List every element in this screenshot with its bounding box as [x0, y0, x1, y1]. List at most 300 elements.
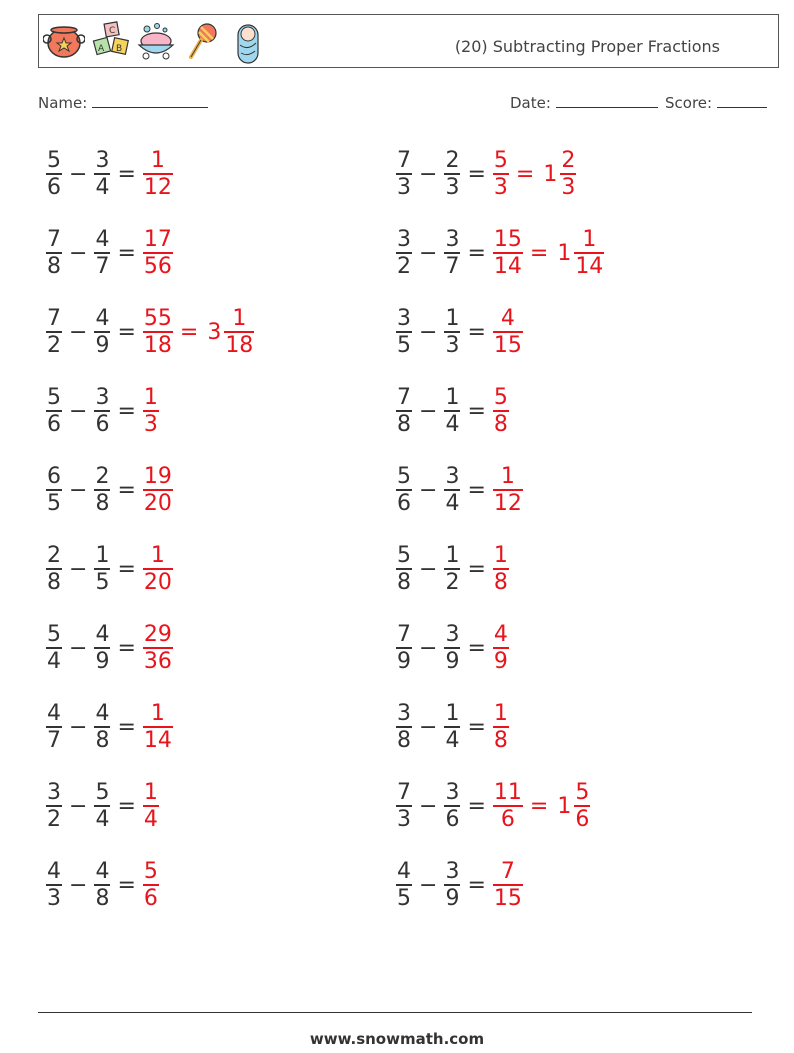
equals-sign: = — [467, 477, 486, 503]
score-blank — [717, 94, 767, 108]
numerator: 5 — [47, 385, 61, 410]
denominator: 8 — [493, 412, 508, 437]
minus-sign: − — [419, 161, 438, 187]
minus-sign: − — [69, 398, 88, 424]
minus-sign: − — [69, 793, 88, 819]
denominator: 18 — [143, 333, 172, 358]
minus-sign: − — [69, 714, 88, 740]
bath-tub-icon — [135, 21, 177, 61]
minus-sign: − — [419, 240, 438, 266]
denominator: 9 — [445, 886, 460, 911]
numerator: 1 — [150, 148, 165, 173]
subtrahend-fraction — [94, 543, 110, 595]
equals-sign: = — [515, 161, 535, 187]
answer — [141, 701, 175, 753]
footer-divider — [38, 1012, 752, 1013]
numerator: 4 — [95, 859, 110, 884]
minuend-fraction — [46, 859, 62, 911]
subtrahend-fraction — [94, 622, 110, 674]
minuend-fraction — [396, 227, 412, 279]
denominator: 9 — [493, 649, 508, 674]
denominator: 4 — [95, 807, 110, 832]
numerator: 3 — [445, 227, 460, 252]
numerator: 5 — [493, 385, 508, 410]
subtrahend-fraction — [444, 780, 460, 832]
denominator: 7 — [47, 728, 61, 753]
numerator: 4 — [95, 701, 110, 726]
numerator: 1 — [445, 306, 460, 331]
numerator: 5 — [95, 780, 110, 805]
answer-fraction — [493, 148, 509, 200]
numerator: 4 — [500, 306, 515, 331]
denominator: 7 — [445, 254, 460, 279]
problem-item — [394, 855, 525, 915]
numerator: 19 — [143, 464, 172, 489]
numerator: 1 — [150, 543, 165, 568]
equals-sign: = — [117, 793, 136, 819]
equals-sign: = — [529, 793, 549, 819]
denominator: 2 — [47, 807, 61, 832]
subtrahend-fraction — [94, 306, 110, 358]
subtrahend-fraction — [94, 780, 110, 832]
equals-sign: = — [117, 477, 136, 503]
denominator: 20 — [143, 491, 172, 516]
answer — [141, 306, 256, 358]
answer-fraction — [143, 701, 173, 753]
denominator: 9 — [445, 649, 460, 674]
numerator: 2 — [445, 148, 460, 173]
denominator: 3 — [445, 175, 460, 200]
denominator: 20 — [143, 570, 172, 595]
numerator: 55 — [143, 306, 172, 331]
minus-sign: − — [419, 714, 438, 740]
minus-sign: − — [69, 477, 88, 503]
denominator: 56 — [143, 254, 172, 279]
minuend-fraction — [396, 464, 412, 516]
answer-fraction — [493, 543, 509, 595]
answer — [141, 227, 175, 279]
minus-sign: − — [69, 635, 88, 661]
numerator: 3 — [445, 464, 460, 489]
score-field[interactable] — [665, 94, 767, 112]
numerator: 1 — [493, 701, 508, 726]
equals-sign: = — [179, 319, 199, 345]
numerator: 4 — [47, 859, 61, 884]
denominator: 3 — [397, 807, 411, 832]
equals-sign: = — [117, 319, 136, 345]
denominator: 9 — [95, 649, 110, 674]
svg-text:B: B — [116, 44, 123, 54]
answer-fraction — [493, 622, 509, 674]
problem-item — [44, 776, 161, 836]
answer-fraction — [493, 385, 509, 437]
minus-sign: − — [419, 793, 438, 819]
answer — [141, 780, 161, 832]
problem-item — [44, 697, 175, 757]
numerator: 3 — [95, 148, 110, 173]
equals-sign: = — [467, 398, 486, 424]
subtrahend-fraction — [444, 385, 460, 437]
numerator: 4 — [493, 622, 508, 647]
subtrahend-fraction — [444, 622, 460, 674]
answer-fraction — [143, 780, 159, 832]
name-blank — [92, 94, 208, 108]
numerator: 7 — [397, 780, 411, 805]
minuend-fraction — [396, 622, 412, 674]
denominator: 9 — [95, 333, 110, 358]
numerator: 29 — [143, 622, 172, 647]
equals-sign: = — [117, 714, 136, 740]
denominator: 6 — [143, 886, 158, 911]
worksheet-header — [38, 14, 779, 68]
numerator: 3 — [445, 780, 460, 805]
numerator: 5 — [397, 464, 411, 489]
equals-sign: = — [467, 872, 486, 898]
answer — [141, 385, 161, 437]
blocks-icon — [89, 21, 131, 61]
minuend-fraction — [46, 227, 62, 279]
mixed-fraction — [574, 227, 604, 279]
denominator: 4 — [445, 491, 460, 516]
answer-fraction — [143, 306, 173, 358]
minuend-fraction — [46, 306, 62, 358]
subtrahend-fraction — [94, 859, 110, 911]
denominator: 5 — [397, 333, 411, 358]
answer — [491, 622, 511, 674]
problem-item — [394, 618, 511, 678]
minus-sign: − — [69, 319, 88, 345]
equals-sign: = — [467, 793, 486, 819]
denominator: 8 — [493, 570, 508, 595]
minuend-fraction — [46, 385, 62, 437]
numerator: 4 — [397, 859, 411, 884]
numerator: 7 — [397, 385, 411, 410]
pot-icon — [43, 21, 85, 61]
answer — [491, 464, 525, 516]
numerator: 3 — [95, 385, 110, 410]
subtrahend-fraction — [94, 385, 110, 437]
numerator: 1 — [95, 543, 110, 568]
mixed-whole: 1 — [543, 161, 558, 187]
denominator: 8 — [397, 728, 411, 753]
minus-sign: − — [69, 161, 88, 187]
minus-sign: − — [419, 398, 438, 424]
answer-fraction — [143, 385, 159, 437]
date-label: Date: — [510, 94, 551, 112]
numerator: 2 — [561, 148, 576, 173]
denominator: 6 — [500, 807, 515, 832]
answer-fraction — [493, 859, 523, 911]
minuend-fraction — [396, 701, 412, 753]
numerator: 1 — [143, 780, 158, 805]
numerator: 17 — [143, 227, 172, 252]
answer-fraction — [143, 543, 173, 595]
minus-sign: − — [419, 477, 438, 503]
numerator: 7 — [47, 227, 61, 252]
minus-sign: − — [419, 319, 438, 345]
numerator: 2 — [47, 543, 61, 568]
answer-fraction — [493, 780, 523, 832]
minuend-fraction — [396, 859, 412, 911]
subtrahend-fraction — [94, 227, 110, 279]
score-label: Score: — [665, 94, 713, 112]
numerator: 3 — [397, 701, 411, 726]
subtrahend-fraction — [444, 859, 460, 911]
problem-item — [394, 381, 511, 441]
denominator: 8 — [47, 254, 61, 279]
numerator: 3 — [397, 306, 411, 331]
mixed-fraction — [560, 148, 576, 200]
minuend-fraction — [396, 543, 412, 595]
minuend-fraction — [396, 385, 412, 437]
problem-item — [394, 460, 525, 520]
minuend-fraction — [396, 780, 412, 832]
minuend-fraction — [46, 543, 62, 595]
denominator: 14 — [143, 728, 172, 753]
denominator: 3 — [47, 886, 61, 911]
numerator: 4 — [95, 306, 110, 331]
minus-sign: − — [419, 872, 438, 898]
numerator: 5 — [575, 780, 590, 805]
answer — [141, 543, 175, 595]
denominator: 6 — [575, 807, 590, 832]
name-label: Name: — [38, 94, 88, 112]
minuend-fraction — [396, 306, 412, 358]
denominator: 8 — [95, 886, 110, 911]
denominator: 15 — [493, 333, 522, 358]
numerator: 7 — [397, 148, 411, 173]
numerator: 1 — [445, 701, 460, 726]
denominator: 8 — [397, 412, 411, 437]
subtrahend-fraction — [94, 464, 110, 516]
denominator: 14 — [575, 254, 604, 279]
equals-sign: = — [117, 635, 136, 661]
numerator: 5 — [493, 148, 508, 173]
answer-fraction — [493, 701, 509, 753]
minuend-fraction — [46, 148, 62, 200]
denominator: 6 — [47, 412, 61, 437]
numerator: 15 — [493, 227, 522, 252]
problem-item — [44, 539, 175, 599]
mixed-whole: 1 — [557, 793, 572, 819]
denominator: 6 — [397, 491, 411, 516]
equals-sign: = — [467, 161, 486, 187]
problem-item — [44, 460, 175, 520]
denominator: 5 — [47, 491, 61, 516]
numerator: 5 — [143, 859, 158, 884]
denominator: 4 — [143, 807, 158, 832]
numerator: 1 — [582, 227, 597, 252]
denominator: 5 — [397, 886, 411, 911]
equals-sign: = — [117, 398, 136, 424]
mixed-fraction — [574, 780, 590, 832]
minuend-fraction — [396, 148, 412, 200]
denominator: 8 — [95, 491, 110, 516]
numerator: 3 — [47, 780, 61, 805]
numerator: 4 — [95, 622, 110, 647]
numerator: 3 — [445, 622, 460, 647]
equals-sign: = — [117, 872, 136, 898]
numerator: 1 — [493, 543, 508, 568]
mixed-whole: 3 — [207, 319, 222, 345]
problem-item — [394, 776, 592, 836]
answer — [491, 701, 511, 753]
problem-item — [44, 144, 175, 204]
answer — [491, 306, 525, 358]
numerator: 5 — [397, 543, 411, 568]
answer — [141, 622, 175, 674]
date-field[interactable] — [510, 94, 658, 112]
problem-item — [44, 618, 175, 678]
minus-sign: − — [419, 556, 438, 582]
denominator: 4 — [445, 412, 460, 437]
numerator: 7 — [47, 306, 61, 331]
equals-sign: = — [467, 556, 486, 582]
denominator: 8 — [397, 570, 411, 595]
numerator: 7 — [500, 859, 515, 884]
denominator: 9 — [397, 649, 411, 674]
numerator: 5 — [47, 148, 61, 173]
numerator: 5 — [47, 622, 61, 647]
numerator: 1 — [232, 306, 247, 331]
minuend-fraction — [46, 622, 62, 674]
answer-fraction — [143, 859, 159, 911]
problem-item — [44, 302, 256, 362]
subtrahend-fraction — [94, 148, 110, 200]
baby-icon — [233, 21, 263, 65]
denominator: 14 — [493, 254, 522, 279]
denominator: 2 — [47, 333, 61, 358]
minuend-fraction — [46, 701, 62, 753]
answer-fraction — [143, 148, 173, 200]
denominator: 3 — [493, 175, 508, 200]
answer-fraction — [493, 464, 523, 516]
numerator: 1 — [500, 464, 515, 489]
answer — [491, 385, 511, 437]
problem-item — [394, 144, 578, 204]
denominator: 12 — [493, 491, 522, 516]
denominator: 3 — [561, 175, 576, 200]
denominator: 18 — [225, 333, 254, 358]
numerator: 7 — [397, 622, 411, 647]
numerator: 3 — [397, 227, 411, 252]
problem-item — [44, 381, 161, 441]
numerator: 1 — [445, 385, 460, 410]
answer — [491, 780, 592, 832]
equals-sign: = — [117, 240, 136, 266]
svg-text:A: A — [98, 44, 105, 54]
minus-sign: − — [69, 872, 88, 898]
answer — [491, 543, 511, 595]
subtrahend-fraction — [94, 701, 110, 753]
equals-sign: = — [467, 635, 486, 661]
minuend-fraction — [46, 464, 62, 516]
denominator: 2 — [445, 570, 460, 595]
denominator: 4 — [445, 728, 460, 753]
answer — [141, 148, 175, 200]
answer-fraction — [493, 306, 523, 358]
answer-fraction — [143, 622, 173, 674]
numerator: 2 — [95, 464, 110, 489]
problem-item — [394, 697, 511, 757]
equals-sign: = — [467, 240, 486, 266]
subtrahend-fraction — [444, 306, 460, 358]
denominator: 4 — [95, 175, 110, 200]
problem-item — [394, 539, 511, 599]
denominator: 3 — [445, 333, 460, 358]
denominator: 12 — [143, 175, 172, 200]
denominator: 6 — [47, 175, 61, 200]
date-blank — [556, 94, 658, 108]
denominator: 3 — [397, 175, 411, 200]
answer — [491, 227, 606, 279]
denominator: 5 — [95, 570, 110, 595]
answer — [141, 859, 161, 911]
answer-fraction — [143, 227, 173, 279]
equals-sign: = — [529, 240, 549, 266]
subtrahend-fraction — [444, 148, 460, 200]
denominator: 8 — [95, 728, 110, 753]
denominator: 7 — [95, 254, 110, 279]
answer-fraction — [143, 464, 173, 516]
denominator: 8 — [47, 570, 61, 595]
equals-sign: = — [467, 714, 486, 740]
mixed-whole: 1 — [557, 240, 572, 266]
subtrahend-fraction — [444, 543, 460, 595]
denominator: 3 — [143, 412, 158, 437]
mixed-fraction — [224, 306, 254, 358]
worksheet-title: (20) Subtracting Proper Fractions — [454, 37, 720, 56]
denominator: 4 — [47, 649, 61, 674]
minus-sign: − — [69, 556, 88, 582]
answer — [491, 148, 578, 200]
problem-item — [394, 302, 525, 362]
answer — [491, 859, 525, 911]
problem-item — [44, 855, 161, 915]
denominator: 8 — [493, 728, 508, 753]
denominator: 15 — [493, 886, 522, 911]
minuend-fraction — [46, 780, 62, 832]
numerator: 1 — [445, 543, 460, 568]
subtrahend-fraction — [444, 464, 460, 516]
equals-sign: = — [117, 161, 136, 187]
denominator: 6 — [95, 412, 110, 437]
denominator: 6 — [445, 807, 460, 832]
equals-sign: = — [467, 319, 486, 345]
minus-sign: − — [69, 240, 88, 266]
footer-url[interactable]: www.snowmath.com — [309, 1030, 485, 1048]
subtrahend-fraction — [444, 227, 460, 279]
numerator: 6 — [47, 464, 61, 489]
problem-item — [394, 223, 606, 283]
problem-item — [44, 223, 175, 283]
numerator: 4 — [47, 701, 61, 726]
rattle-icon — [185, 21, 221, 61]
equals-sign: = — [117, 556, 136, 582]
numerator: 3 — [445, 859, 460, 884]
numerator: 4 — [95, 227, 110, 252]
minus-sign: − — [419, 635, 438, 661]
denominator: 2 — [397, 254, 411, 279]
answer-fraction — [493, 227, 523, 279]
answer — [141, 464, 175, 516]
subtrahend-fraction — [444, 701, 460, 753]
numerator: 11 — [493, 780, 522, 805]
numerator: 1 — [143, 385, 158, 410]
numerator: 1 — [150, 701, 165, 726]
name-field[interactable] — [38, 94, 208, 112]
svg-text:C: C — [109, 26, 116, 36]
